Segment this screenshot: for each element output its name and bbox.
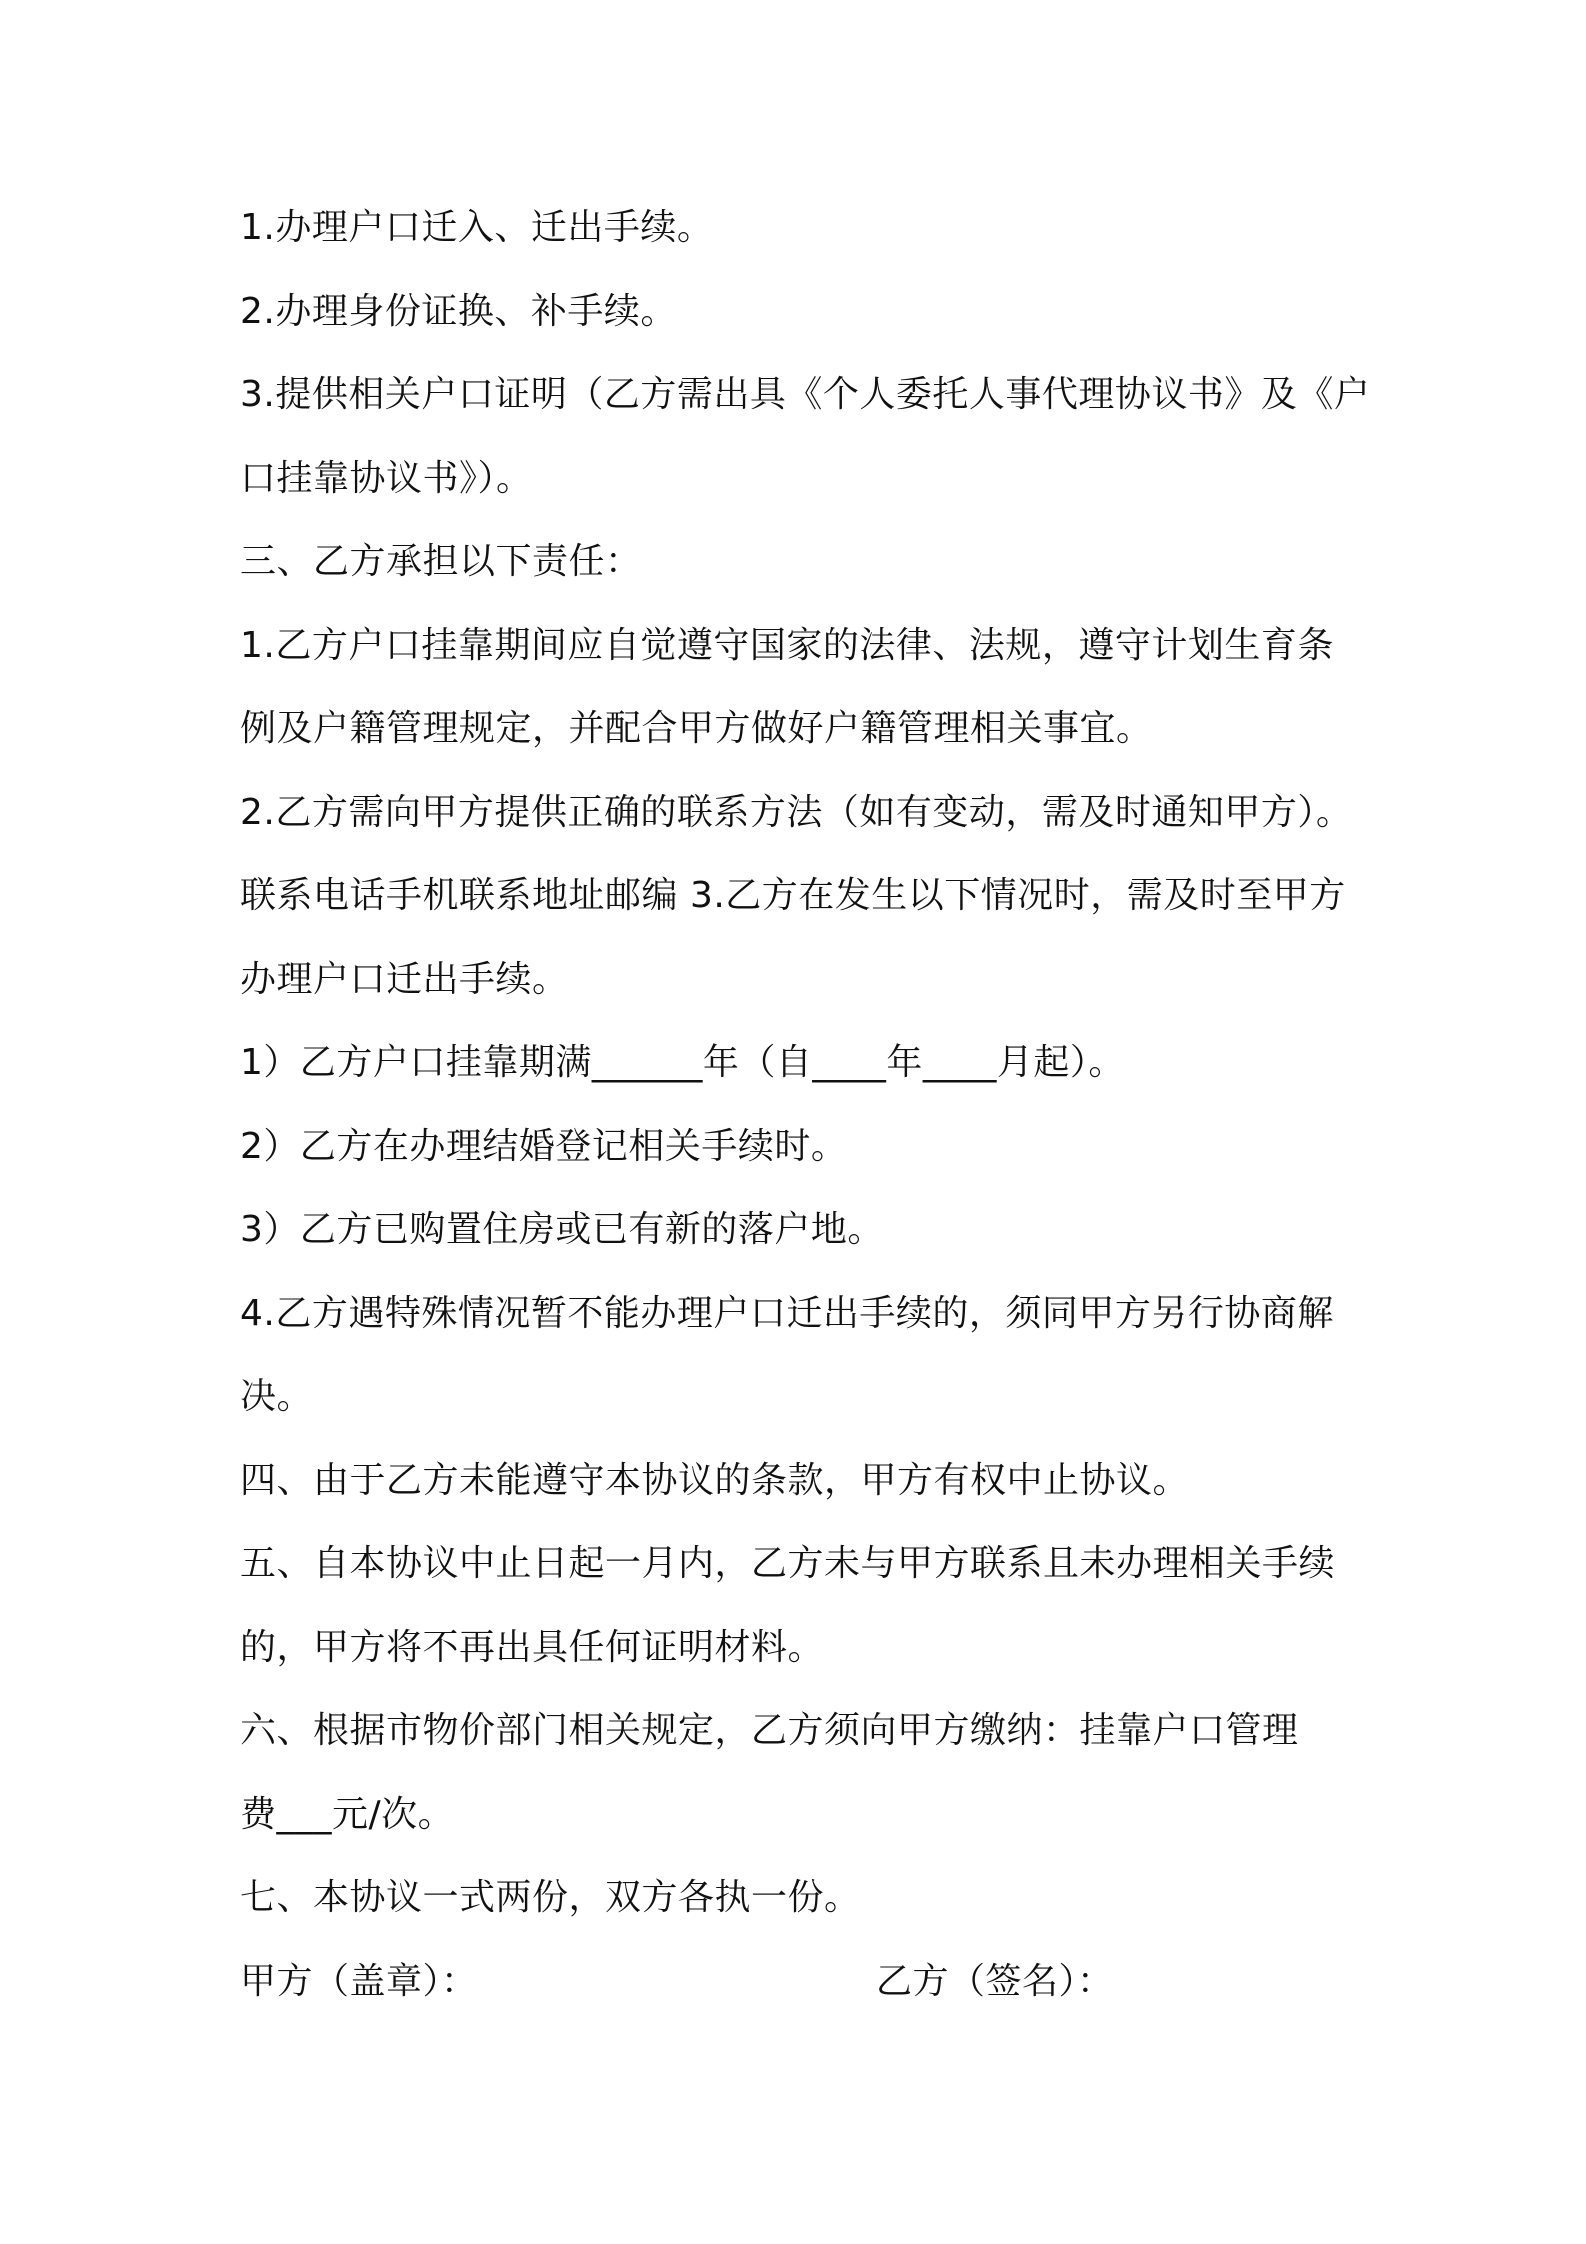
paragraph-line: 办理户口迁出手续。 — [240, 958, 569, 1000]
section-heading: 四、由于乙方未能遵守本协议的条款，甲方有权中止协议。 — [240, 1459, 1190, 1501]
section-heading: 三、乙方承担以下责任： — [240, 541, 642, 582]
paragraph-line: 3.提供相关户口证明（乙方需出具《个人委托人事代理协议书》及《户 — [240, 374, 1371, 415]
party-a-seal-label: 甲方（盖章）： — [240, 1960, 478, 2002]
paragraph-line: 4.乙方遇特殊情况暂不能办理户口迁出手续的，须同甲方另行协商解 — [240, 1292, 1334, 1334]
paragraph-line: 1.乙方户口挂靠期间应自觉遵守国家的法律、法规，遵守计划生育条 — [240, 624, 1334, 666]
paragraph-line: 1.办理户口迁入、迁出手续。 — [240, 207, 714, 248]
list-item: 2）乙方在办理结婚登记相关手续时。 — [240, 1125, 848, 1167]
section-heading: 五、自本协议中止日起一月内，乙方未与甲方联系且未办理相关手续 — [240, 1543, 1336, 1584]
section-heading: 七、本协议一式两份，双方各执一份。 — [240, 1877, 861, 1918]
paragraph-line: 口挂靠协议书》）。 — [240, 457, 533, 499]
list-item: 3）乙方已购置住房或已有新的落户地。 — [240, 1209, 884, 1250]
paragraph-line: 2.办理身份证换、补手续。 — [240, 290, 677, 332]
signature-row — [240, 1940, 1370, 2024]
party-b-signature-label: 乙方（签名）： — [876, 1960, 1114, 2002]
paragraph-line: 联系电话手机联系地址邮编 3.乙方在发生以下情况时，需及时至甲方 — [240, 875, 1346, 916]
paragraph-line: 例及户籍管理规定，并配合甲方做好户籍管理相关事宜。 — [240, 708, 1153, 749]
paragraph-line: 的，甲方将不再出具任何证明材料。 — [240, 1626, 825, 1668]
document-body — [240, 186, 1370, 2023]
section-heading: 六、根据市物价部门相关规定，乙方须向甲方缴纳：挂靠户口管理 — [240, 1710, 1299, 1751]
paragraph-line: 2.乙方需向甲方提供正确的联系方法（如有变动，需及时通知甲方）。 — [240, 791, 1353, 833]
paragraph-line: 决。 — [240, 1376, 314, 1417]
list-item: 1）乙方户口挂靠期满______年（自____年____月起）。 — [240, 1042, 1125, 1083]
paragraph-line: 费___元/次。 — [240, 1793, 455, 1835]
